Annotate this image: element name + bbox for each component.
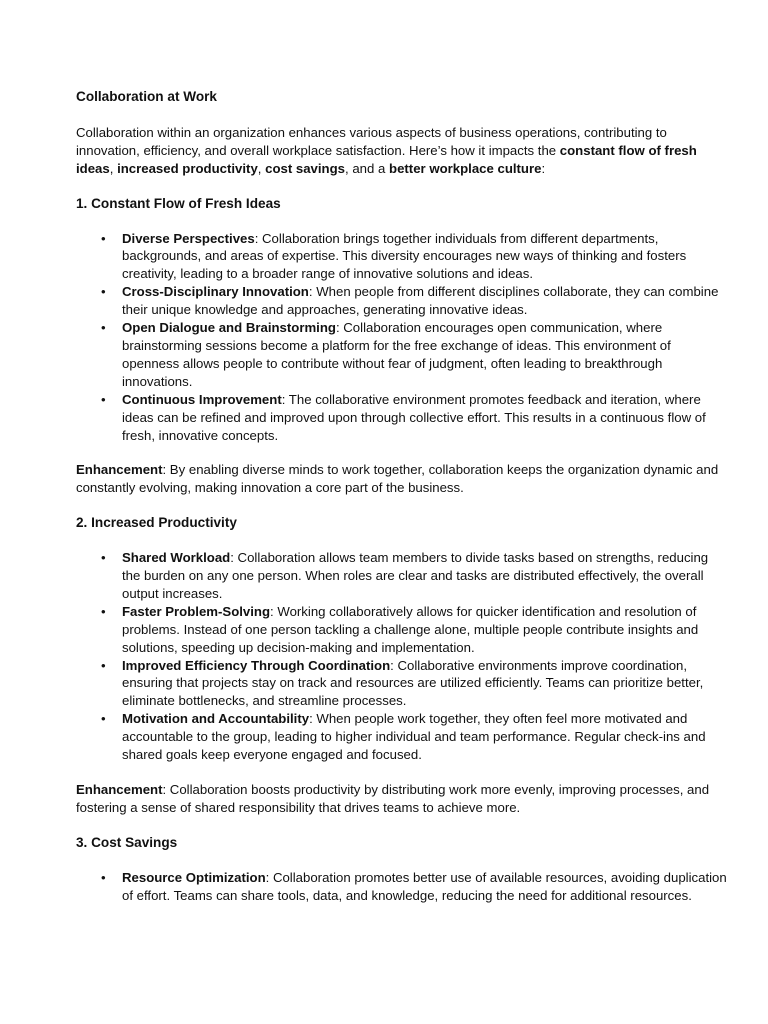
intro-bold-productivity: increased productivity [117,160,258,176]
item-term: Open Dialogue and Brainstorming [122,320,336,336]
item-term: Diverse Perspectives [122,230,255,246]
bullet-list [76,230,728,445]
enhancement-label: Enhancement [76,462,163,478]
item-text: : Collaborative environments improve coordination, ensuring that projects stay on track and resources are utilized efficiently. Teams can prioritize better, eliminate bottlenecks, and streamline processes. [122,657,704,709]
item-text: : Working collaboratively allows for quicker identification and resolution of problems. Instead of one person tackling a challenge alone, multiple people contribute insights and solutions, speeding up decision-making and implementation. [122,603,699,655]
intro-end: : [541,160,546,176]
intro-paragraph [76,124,728,178]
intro-bold-cost: cost savings [265,160,346,176]
bullet-list [76,549,728,764]
enhancement-label: Enhancement [76,782,163,797]
item-text: : Collaboration promotes better use of available resources, avoiding duplication of effort. Teams can share tools, data, and knowledge, reducing the need for additional resources. [122,869,727,903]
intro-sep: , [109,160,118,176]
item-text: : The collaborative environment promotes feedback and iteration, where ideas can be refined and improved upon through collective effort. This results in a continuous flow of fresh, innovative concepts. [122,391,706,443]
bullet-list [76,869,728,905]
item-text: : Collaboration brings together individuals from different departments, backgrounds, and areas of expertise. This diversity encourages new ways of thinking and fosters creativity, leading to a broader range of innovative solutions and ideas. [122,230,687,282]
list-item [122,391,728,445]
item-term: Cross-Disciplinary Innovation [122,284,309,300]
list-item [122,283,728,319]
item-term: Resource Optimization [122,869,266,885]
section-heading: 2. Increased Productivity [76,515,237,531]
enhancement-paragraph [76,461,728,497]
intro-sep: , [257,160,266,176]
list-item [122,710,728,764]
list-item [122,230,728,284]
enhancement-text: : Collaboration boosts productivity by distributing work more evenly, improving processes, and fostering a sense of shared responsibility that drives teams to achieve more. [76,782,710,815]
list-item [122,319,728,391]
item-term: Faster Problem-Solving [122,603,271,619]
item-term: Motivation and Accountability [122,711,310,727]
item-text: : Collaboration encourages open communication, where brainstorming sessions become a platform for the free exchange of ideas. This environment of openness allows people to contribute without fear of judgment, often leading to breakthrough innovations. [122,320,671,389]
intro-bold-culture: better workplace culture [389,160,542,176]
item-term: Shared Workload [122,550,231,566]
section-heading: 3. Cost Savings [76,834,178,850]
item-text: : When people work together, they often feel more motivated and accountable to the group, leading to higher individual and team performance. Regular check-ins and shared goals keep everyone engaged and focused. [122,711,706,763]
intro-sep: , and a [345,160,390,176]
item-term: Improved Efficiency Through Coordination [122,657,391,673]
section-heading: 1. Constant Flow of Fresh Ideas [76,195,281,211]
list-item [122,869,728,905]
item-text: : Collaboration allows team members to divide tasks based on strengths, reducing the burden on any one person. When roles are clear and tasks are distributed effectively, the overall output increases. [122,550,709,601]
list-item [122,603,728,657]
item-term: Continuous Improvement [122,391,282,407]
document-title: Collaboration at Work [76,89,217,104]
item-text: : When people from different disciplines collaborate, they can combine their unique knowledge and approaches, generating innovative ideas. [122,284,719,318]
intro-text: Collaboration within an organization enhances various aspects of business operations, contributing to innovation, efficiency, and overall workplace satisfaction. Here’s how it impacts the [76,124,667,158]
list-item [122,549,728,603]
enhancement-text: : By enabling diverse minds to work together, collaboration keeps the organization dynamic and constantly evolving, making innovation a core part of the business. [76,462,719,496]
intro-bold-ideas: constant flow of fresh ideas [76,142,697,176]
enhancement-paragraph [76,781,728,817]
list-item [122,657,728,711]
